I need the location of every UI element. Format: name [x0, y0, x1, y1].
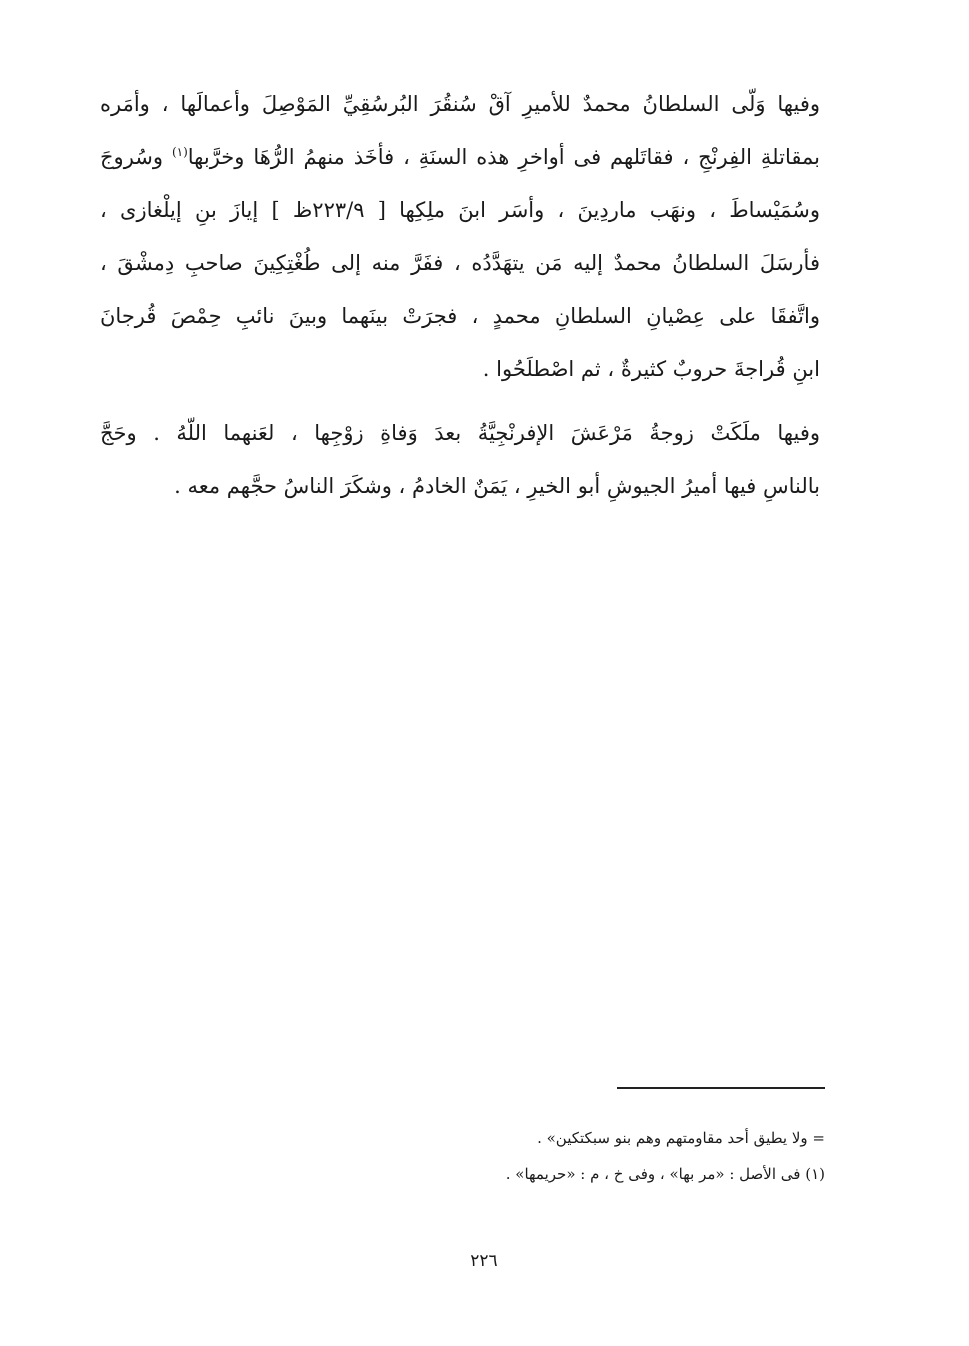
paragraph-2	[100, 407, 820, 513]
text-line-segment: بمقاتلةِ الفِرنْجِ ، فقاتَلهم فى أواخرِ هذه السنَةِ ، فأخَذ منهمُ الرُّهَا وخرَّبها	[187, 145, 820, 169]
text-line	[100, 131, 820, 184]
text-line: بالناسِ فيها أميرُ الجيوشِ أبو الخيرِ ، يَمَنٌ الخادمُ ، وشكَرَ الناسُ حجَّهم معه .	[174, 474, 820, 498]
text-line: وفيها ملَكَتْ زوجةُ مَرْعَشَ الإفرنْجِيَّةُ بعدَ وَفاةِ زوْجِها ، لعَنهما اللّهُ . وحَجَّ	[100, 421, 820, 445]
footnote-continuation: = ولا يطيق أحد مقاومتهم وهم بنو سبكتكين» .	[537, 1129, 825, 1147]
text-line: واتَّفقَا على عِصْيانِ السلطانِ محمدٍ ، فجرَتْ بينَهما وبينَ نائبِ حِمْصَ قُرجانَ	[100, 304, 820, 328]
footnote-reference: (١)	[171, 145, 188, 159]
main-text-block	[100, 78, 820, 513]
paragraph-1	[100, 78, 820, 396]
page-number: ٢٢٦	[470, 1251, 498, 1271]
text-line: وفيها وَلّى السلطانُ محمدٌ للأميرِ آقْ سُنقُرَ البُرسُقِيِّ المَوْصِلَ وأعمالَها ، وأمَره	[100, 92, 820, 116]
text-line: وسُمَيْساطَ ، ونهَب ماردِينَ ، وأسَر ابنَ ملِكِها [ ٢٢٣/٩ظ ] إيازَ بنِ إيلْغازى ،	[100, 198, 820, 222]
text-line-segment: وسُروجَ	[100, 145, 164, 169]
footnote-1: (١) فى الأصل : «مر بها» ، وفى خ ، م : «حريمها» .	[505, 1165, 825, 1183]
footnotes-block	[300, 1120, 825, 1192]
footnote-divider	[617, 1087, 825, 1089]
text-line: فأرسَلَ السلطانُ محمدٌ إليه مَن يتهَدَّدُه ، ففَرَّ منه إلى طُغْتِكِينَ صاحبِ دِمشْقَ ،	[100, 251, 820, 275]
paragraph-spacer	[100, 396, 820, 407]
text-line: ابنِ قُراجةَ حروبٌ كثيرةٌ ، ثم اصْطلَحُوا .	[482, 357, 820, 381]
